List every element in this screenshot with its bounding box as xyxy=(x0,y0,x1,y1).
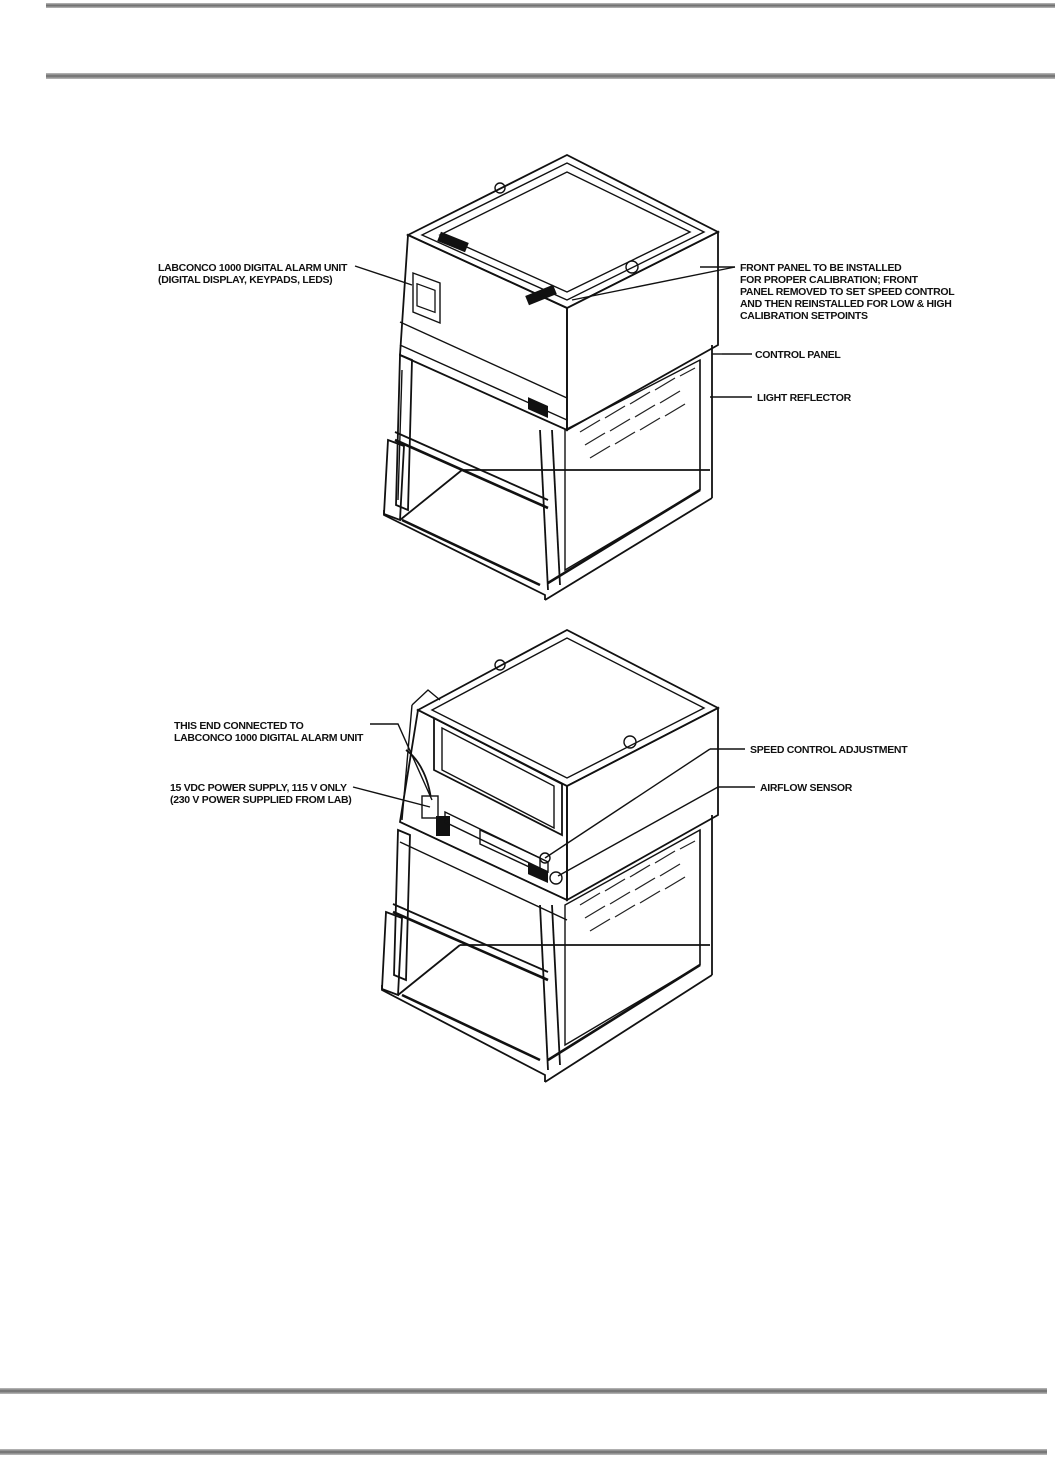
callout-power-supply: 15 VDC POWER SUPPLY, 115 V ONLY (230 V POWER SUPPLIED FROM LAB) xyxy=(170,782,352,806)
callout-end-connected: THIS END CONNECTED TO LABCONCO 1000 DIGITAL ALARM UNIT xyxy=(174,720,364,744)
cabinet-illustration-bottom xyxy=(353,630,755,1082)
callout-airflow-sensor: AIRFLOW SENSOR xyxy=(760,782,853,794)
callout-front-panel: FRONT PANEL TO BE INSTALLED FOR PROPER CALIBRATION; FRONT PANEL REMOVED TO SET SPEED CONTROL AND THEN REINSTALLED FOR LOW & HIGH CALIBRATION SETPOINTS xyxy=(740,262,955,322)
callout-light-reflector: LIGHT REFLECTOR xyxy=(757,392,851,404)
footer-rule-bottom xyxy=(0,1449,1047,1455)
callout-control-panel: CONTROL PANEL xyxy=(755,349,841,361)
footer-rule-top xyxy=(0,1388,1047,1394)
cabinet-illustration-top xyxy=(355,155,752,600)
callout-speed-control: SPEED CONTROL ADJUSTMENT xyxy=(750,744,908,756)
callout-alarm-unit: LABCONCO 1000 DIGITAL ALARM UNIT (DIGITAL DISPLAY, KEYPADS, LEDS) xyxy=(158,262,348,286)
